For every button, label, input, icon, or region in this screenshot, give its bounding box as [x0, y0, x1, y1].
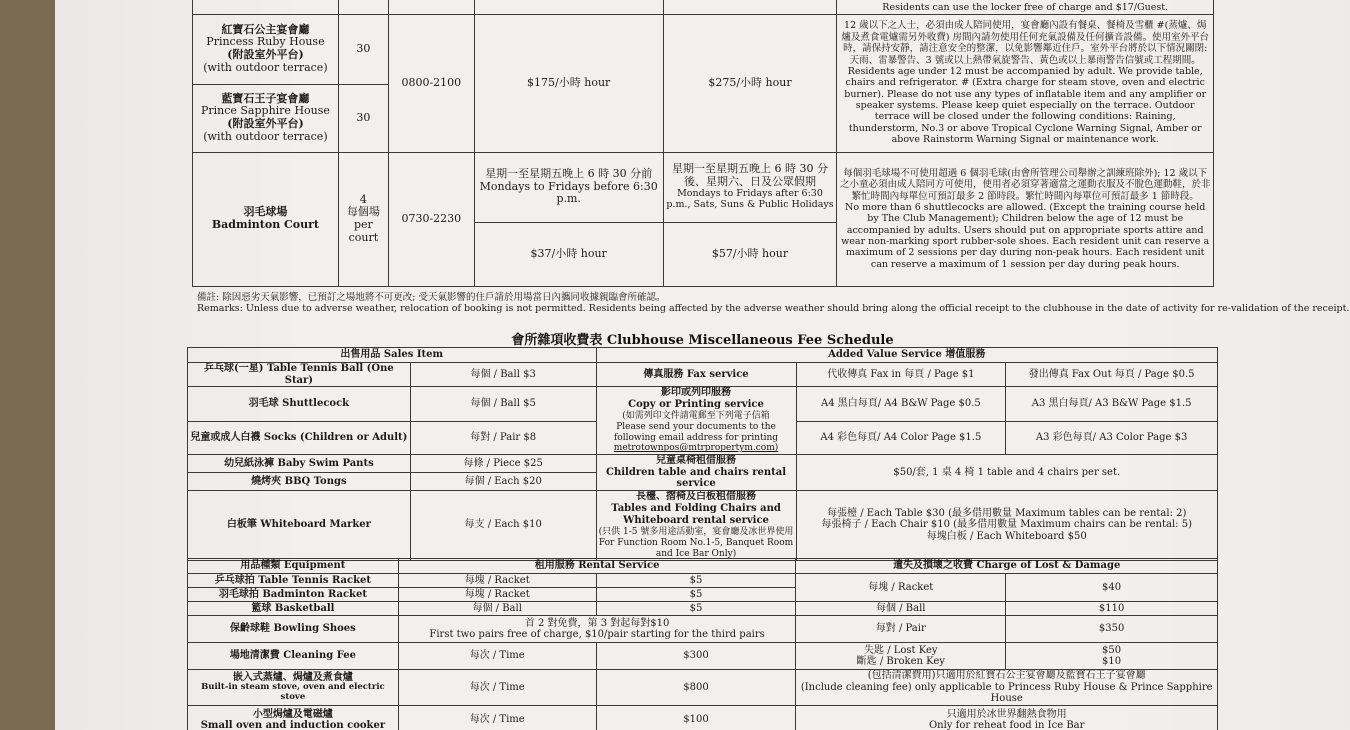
steam-note-zh: (包括清潔費用)只適用於紅寶石公主宴會廳及藍寶石王子宴會廳	[867, 670, 1146, 681]
a3-color-price: A3 彩色每頁/ A3 Color Page $3	[1006, 421, 1218, 455]
whiteboard-price: 每塊白板 / Each Whiteboard $50	[926, 530, 1087, 542]
terrace-note-zh: (附設室外平台)	[227, 117, 304, 130]
venue-name-en: Prince Sapphire House	[200, 104, 330, 118]
equipment-name: 羽毛球拍 Badminton Racket	[188, 588, 399, 602]
equipment-rental-table	[187, 558, 1218, 730]
remark-en: Remarks: Unless due to adverse weather, relocation of booking is not permitted. Residents being affected by the adverse weather should bring along the official receipt to the clubhouse in the date of activity for re-validation of the receipt.	[197, 303, 1350, 314]
tables-label-en: Tables and Folding Chairs and Whiteboard rental service	[611, 502, 781, 526]
oven-name-en: Small oven and induction cooker	[200, 720, 386, 730]
vas-header: Added Value Service 增值服務	[596, 348, 1217, 363]
kids-label-en: Children table and chairs rental service	[606, 466, 787, 490]
shoes-terms-en: First two pairs free of charge, $10/pair starting for the third pairs	[429, 629, 765, 640]
rental-unit: 每次 / Time	[398, 705, 596, 730]
table-row	[193, 152, 1214, 222]
venue-name-en: Badminton Court	[211, 218, 320, 231]
rental-price: $800	[596, 670, 796, 706]
item-price: 每個 / Ball $5	[410, 387, 596, 422]
rental-unit: 每塊 / Racket	[398, 588, 596, 602]
broken-key-price: $10	[1102, 656, 1122, 667]
kids-label-zh: 兒童桌椅租借服務	[656, 455, 737, 467]
opening-hours: 0730-2230	[388, 152, 474, 286]
tables-note-en: For Function Room No.1-5, Banquet Room and Ice Bar Only)	[598, 537, 794, 559]
price-peak: $57/小時 hour	[663, 222, 837, 286]
rental-unit: 每塊 / Racket	[398, 574, 596, 588]
period-peak	[663, 152, 837, 222]
capacity: 30	[338, 14, 388, 84]
table-row	[188, 574, 1218, 588]
venue-name-zh: 紅寶石公主宴會廳	[221, 22, 310, 36]
copy-email-link[interactable]: metrotownpos@mtrpropertym.com)	[613, 443, 779, 454]
item-price: 每個 / Ball $3	[410, 363, 596, 387]
table-row	[188, 455, 1218, 473]
venue-sapphire-house	[193, 84, 339, 152]
rental-unit: 每個 / Ball	[398, 602, 596, 616]
table-row	[193, 0, 1214, 14]
remarks-en: No more than 6 shuttlecocks are allowed. (Except the training course held by The Club Management); Children below the age of 12 must be accompanied by adults. Users should put on appropriate sports attire and wear non-marking sport rubber-sole shoes. Each resident unit can reserve a maximum of 2 sessions per day during non-peak hours. Each resident unit can reserve a maximum of 1 session per day during peak hours.	[841, 201, 1210, 270]
copy-note-zh: (如需列印文件請電郵至下列電子信箱	[622, 411, 770, 421]
oven-note	[796, 705, 1218, 730]
shoes-rental-terms	[398, 616, 796, 643]
copy-note-en: Please send your documents to the following email address for printing	[613, 421, 779, 443]
terrace-note-en: (with outdoor terrace)	[203, 129, 328, 143]
price-peak: $275/小時 hour	[663, 14, 837, 152]
item-price: 每支 / Each $10	[410, 490, 596, 560]
price-offpeak: $37/小時 hour	[474, 222, 663, 286]
item-name: 白板筆 Whiteboard Marker	[188, 490, 411, 560]
steam-note	[796, 670, 1218, 706]
table-row	[188, 348, 1218, 363]
equipment-name: 保齡球鞋 Bowling Shoes	[188, 616, 399, 643]
price-standard: $175/小時 hour	[474, 14, 663, 152]
rental-price: $100	[596, 705, 796, 730]
venue-name-en: Princess Ruby House	[206, 35, 325, 49]
loss-unit: 每塊 / Racket	[796, 574, 1006, 602]
badminton-remarks	[837, 152, 1214, 286]
remarks-en: Residents age under 12 must be accompanied by adult. We provide table, chairs and refrigerator. # (Extra charge for steam stove, oven and electric burner). Please do not use any types of inflatable item and any amplifier or speaker systems. Please keep quiet especially on the terrace. Outdoor terrace will be closed under the following conditions: Raining, thunderstorm, No.3 or above Tropical Cyclone Warning Signal, Amber or above Rainstorm Warning Signal or maintenance work.	[844, 65, 1207, 146]
capacity-en: per court	[348, 218, 379, 244]
fax-label: 傳真服務 Fax service	[596, 363, 796, 387]
remarks-zh: 12 歲以下之人士，必須由成人陪同使用，宴會廳內設有餐桌、餐椅及雪櫃 #(蒸爐、焗爐及煮食電爐需另外收費) 房間內請勿使用任何充氣設備及任何擴音設備。使用室外平台時，請保持安靜，請注意安全的整潔，以免影響鄰近住戶。室外平台將於以下情況關閉: 天雨、雷暴警告、3 號或以上熱帶氣旋警告、黃色或以上暴雨警告信號或工程期間。	[841, 20, 1210, 66]
period-offpeak	[474, 152, 663, 222]
equipment-name	[188, 705, 399, 730]
steam-name-en: Built-in steam stove, oven and electric stove	[201, 682, 385, 702]
table-row	[188, 559, 1218, 574]
venue-booking-table	[192, 0, 1214, 287]
rental-header: 租用服務 Rental Service	[398, 559, 796, 574]
capacity	[338, 152, 388, 286]
oven-name-zh: 小型焗爐及電磁爐	[252, 708, 333, 720]
item-price: 每個 / Each $20	[410, 472, 596, 490]
chair-price: 每張椅子 / Each Chair $10 (最多借用數量 Maximum chairs can be rental: 5)	[821, 519, 1192, 531]
loss-header: 遺失及損壞之收費 Charge of Lost & Damage	[796, 559, 1218, 574]
equipment-header: 用品種類 Equipment	[188, 559, 399, 574]
item-price: 每對 / Pair $8	[410, 421, 596, 455]
capacity: 30	[338, 84, 388, 152]
copy-label-zh: 影印或列印服務	[661, 387, 732, 398]
fee-schedule-document	[55, 0, 1350, 730]
copy-label-en: Copy or Printing service	[628, 399, 764, 410]
key-loss-unit	[796, 643, 1006, 670]
table-row	[188, 490, 1218, 560]
capacity-zh: 每個場	[346, 205, 380, 219]
tables-note-zh: (只供 1-5 號多用途活動室，宴會廳及冰世界使用	[598, 526, 794, 537]
item-name: 幼兒紙泳褲 Baby Swim Pants	[188, 455, 411, 473]
locker-note: Residents can use the locker free of charge and $17/Guest.	[837, 0, 1214, 14]
tables-rental-service	[596, 490, 796, 560]
key-loss-price	[1006, 643, 1218, 670]
rental-price: $5	[596, 574, 796, 588]
venue-badminton	[193, 152, 339, 286]
a3-bw-price: A3 黑白每頁/ A3 B&W Page $1.5	[1006, 387, 1218, 422]
rental-price: $300	[596, 643, 796, 670]
remarks-zh: 每個羽毛球場不可使用超過 6 個羽毛球(由會所管理公司舉辦之訓練班除外); 12 歲以下之小童必須由成人陪同方可使用，使用者必須穿著適當之運動衣服及不脫色運動鞋，於非繁忙時間內每單位可預訂最多 2 節時段。繁忙時間內每單位可預訂最多 1 節時段。	[839, 167, 1211, 202]
table-row	[188, 670, 1218, 706]
table-row	[188, 602, 1218, 616]
oven-note-en: Only for reheat food in Ice Bar	[928, 720, 1085, 730]
item-price: 每條 / Piece $25	[410, 455, 596, 473]
terrace-note-zh: (附設室外平台)	[227, 48, 304, 61]
loss-price: $110	[1006, 602, 1218, 616]
table-row	[188, 705, 1218, 730]
fax-in-price: 代收傳真 Fax in 每頁 / Page $1	[796, 363, 1006, 387]
item-name: 兒童或成人白襪 Socks (Children or Adult)	[188, 421, 411, 455]
shoes-terms-zh: 首 2 對免費，第 3 對起每對$10	[524, 617, 670, 629]
period-zh: 星期一至星期五晚上 6 時 30 分前	[485, 167, 653, 181]
table-row	[193, 14, 1214, 84]
item-name: 羽毛球 Shuttlecock	[188, 387, 411, 422]
table-row	[188, 643, 1218, 670]
a4-bw-price: A4 黑白每頁/ A4 B&W Page $0.5	[796, 387, 1006, 422]
page-title: 會所雜項收費表 Clubhouse Miscellaneous Fee Schedule	[511, 333, 894, 348]
period-en: Mondays to Fridays before 6:30 p.m.	[479, 179, 658, 206]
lost-key-label: 失匙 / Lost Key	[864, 644, 938, 656]
a4-color-price: A4 彩色每頁/ A4 Color Page $1.5	[796, 421, 1006, 455]
fax-out-price: 發出傳真 Fax Out 每頁 / Page $0.5	[1006, 363, 1218, 387]
lost-key-price: $50	[1102, 644, 1122, 656]
equipment-name: 乒乓球拍 Table Tennis Racket	[188, 574, 399, 588]
tables-rental-prices	[796, 490, 1218, 560]
steam-note-en: (Include cleaning fee) only applicable to Princess Ruby House & Prince Sapphire House	[800, 681, 1213, 704]
rental-price: $5	[596, 602, 796, 616]
venue-ruby-house	[193, 14, 339, 84]
table-row	[188, 616, 1218, 643]
broken-key-label: 斷匙 / Broken Key	[856, 656, 945, 667]
rental-price: $5	[596, 588, 796, 602]
loss-price: $350	[1006, 616, 1218, 643]
opening-hours: 0800-2100	[388, 14, 474, 152]
equipment-name: 籃球 Basketball	[188, 602, 399, 616]
equipment-name	[188, 670, 399, 706]
sales-header: 出售用品 Sales Item	[188, 348, 597, 363]
tables-label-zh: 長檯、摺椅及白板租借服務	[636, 490, 757, 502]
misc-fee-table	[187, 347, 1218, 561]
venue-name-zh: 藍寶石王子宴會廳	[221, 91, 310, 105]
venue-remarks	[837, 14, 1214, 152]
item-name: 燒烤夾 BBQ Tongs	[188, 472, 411, 490]
table-price: 每張檯 / Each Table $30 (最多借用數量 Maximum tables can be rental: 2)	[827, 507, 1187, 519]
period-en: Mondays to Fridays after 6:30 p.m., Sats, Suns & Public Holidays	[666, 187, 834, 210]
loss-price: $40	[1006, 574, 1218, 602]
rental-unit: 每次 / Time	[398, 670, 596, 706]
table-row	[188, 387, 1218, 422]
copy-service	[596, 387, 796, 455]
oven-note-zh: 只適用於冰世界翻熱食物用	[946, 708, 1067, 720]
venue-name-zh: 羽毛球場	[243, 205, 288, 219]
terrace-note-en: (with outdoor terrace)	[203, 60, 328, 74]
loss-unit: 每對 / Pair	[796, 616, 1006, 643]
remark-zh: 備註: 除因惡劣天氣影響，已預訂之場地將不可更改; 受天氣影響的住戶請於用場當日內攜同收據親臨會所確認。	[197, 292, 666, 303]
capacity-number: 4	[359, 192, 367, 206]
equipment-name: 場地清潔費 Cleaning Fee	[188, 643, 399, 670]
loss-unit: 每個 / Ball	[796, 602, 1006, 616]
table-row	[188, 363, 1218, 387]
rental-unit: 每次 / Time	[398, 643, 596, 670]
period-zh: 星期一至星期五晚上 6 時 30 分後、星期六、日及公眾假期	[671, 162, 828, 189]
kids-rental-price: $50/套, 1 桌 4 椅 1 table and 4 chairs per set.	[796, 455, 1218, 491]
item-name: 乒乓球(一星) Table Tennis Ball (One Star)	[188, 363, 411, 387]
steam-name-zh: 嵌入式蒸爐、焗爐及煮食爐	[232, 671, 353, 683]
kids-rental-service	[596, 455, 796, 491]
